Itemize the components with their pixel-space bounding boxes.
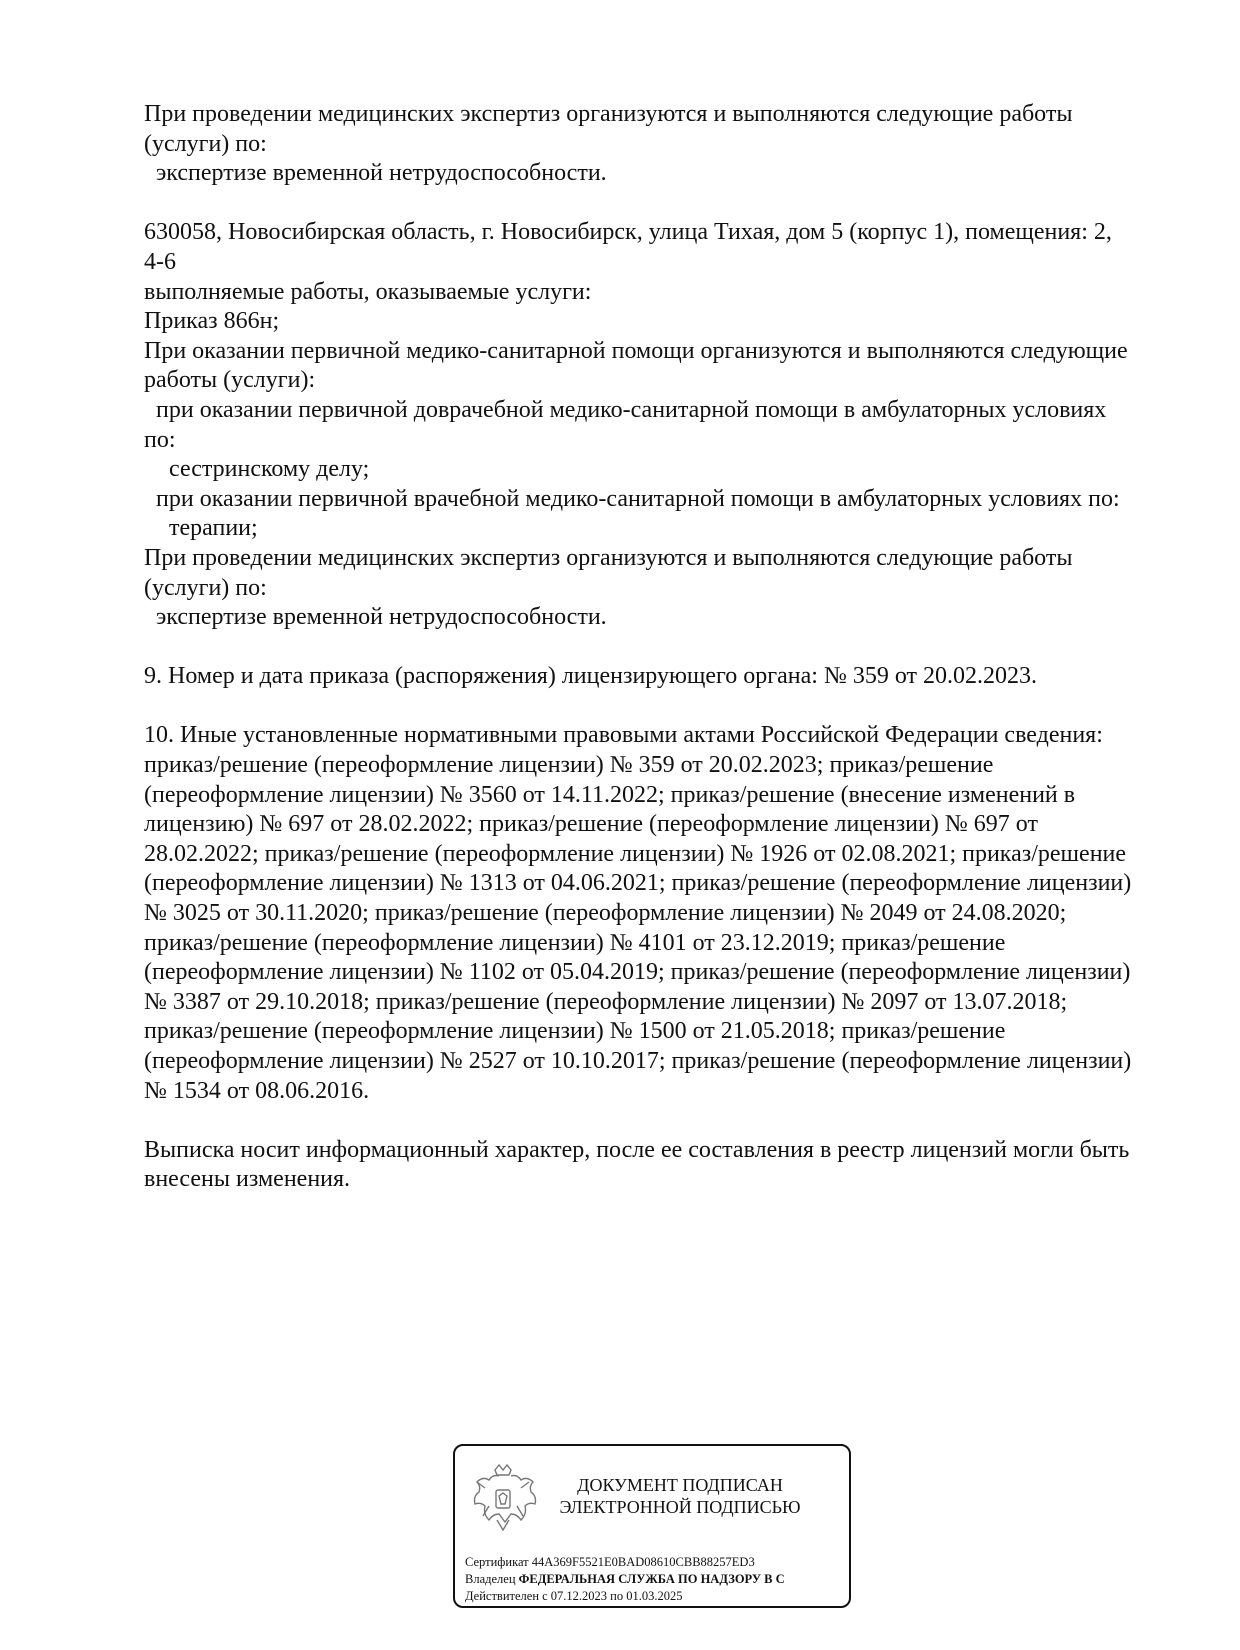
certificate-label: Сертификат: [465, 1555, 529, 1569]
text-line: (переоформление лицензии) № 1102 от 05.04.2019; приказ/решение (переоформление лицензии): [144, 959, 1131, 986]
certificate-value: 44A369F5521E0BAD08610CBB88257ED3: [531, 1555, 755, 1569]
text-line: 9. Номер и дата приказа (распоряжения) лицензирующего органа: № 359 от 20.02.2023.: [144, 663, 1038, 690]
text-line: № 1534 от 08.06.2016.: [144, 1077, 370, 1104]
text-line: по:: [144, 426, 176, 453]
stamp-details: [465, 1554, 851, 1605]
stamp-certificate: [465, 1554, 851, 1571]
text-line: (услуги) по:: [144, 130, 267, 157]
owner-label: Владелец: [465, 1572, 516, 1586]
text-line: Выписка носит информационный характер, после ее составления в реестр лицензий могли быть: [144, 1136, 1130, 1163]
stamp-owner: [465, 1571, 851, 1588]
text-line: При проведении медицинских экспертиз организуются и выполняются следующие работы: [144, 101, 1073, 127]
coat-of-arms-icon: [469, 1462, 537, 1536]
blank-line: [144, 692, 1164, 722]
text-line: 10. Иные установленные нормативными правовыми актами Российской Федерации сведения:: [144, 722, 1103, 749]
text-line: 630058, Новосибирская область, г. Новосибирск, улица Тихая, дом 5 (корпус 1), помещения: 2,: [144, 219, 1112, 246]
text-line: сестринскому делу;: [169, 456, 370, 483]
text-line: (переоформление лицензии) № 1313 от 04.06.2021; приказ/решение (переоформление лицензии): [144, 870, 1132, 897]
text-line: При проведении медицинских экспертиз организуются и выполняются следующие работы: [144, 544, 1073, 571]
owner-value: ФЕДЕРАЛЬНАЯ СЛУЖБА ПО НАДЗОРУ В С: [518, 1572, 785, 1586]
blank-line: [144, 633, 1164, 663]
text-line: (переоформление лицензии) № 3560 от 14.11.2022; приказ/решение (внесение изменений в: [144, 781, 1076, 808]
text-line: При оказании первичной медико-санитарной помощи организуются и выполняются следующие: [144, 337, 1128, 364]
text-line: № 3387 от 29.10.2018; приказ/решение (переоформление лицензии) № 2097 от 13.07.2018;: [144, 988, 1068, 1015]
text-line: выполняемые работы, оказываемые услуги:: [144, 278, 592, 305]
stamp-title: [545, 1474, 815, 1518]
text-line: при оказании первичной доврачебной медико-санитарной помощи в амбулаторных условиях: [156, 396, 1107, 423]
blank-line: [144, 1106, 1164, 1136]
stamp-validity: Действителен с 07.12.2023 по 01.03.2025: [465, 1589, 683, 1603]
text-line: работы (услуги):: [144, 367, 316, 394]
text-line: 4-6: [144, 248, 176, 275]
text-line: при оказании первичной врачебной медико-санитарной помощи в амбулаторных условиях по:: [156, 485, 1120, 512]
text-line: экспертизе временной нетрудоспособности.: [156, 160, 607, 187]
blank-line: [144, 189, 1164, 219]
text-line: приказ/решение (переоформление лицензии) № 359 от 20.02.2023; приказ/решение: [144, 752, 994, 779]
text-line: терапии;: [169, 515, 258, 542]
electronic-signature-stamp: [453, 1444, 851, 1608]
text-line: Приказ 866н;: [144, 308, 280, 335]
text-line: экспертизе временной нетрудоспособности.: [156, 604, 607, 631]
document-body: [144, 100, 1164, 1195]
text-line: (услуги) по:: [144, 574, 267, 601]
stamp-title-line1: ДОКУМЕНТ ПОДПИСАН: [577, 1475, 783, 1495]
stamp-title-line2: ЭЛЕКТРОННОЙ ПОДПИСЬЮ: [559, 1497, 801, 1517]
text-line: приказ/решение (переоформление лицензии) № 1500 от 21.05.2018; приказ/решение: [144, 1018, 1006, 1045]
text-line: 28.02.2022; приказ/решение (переоформление лицензии) № 1926 от 02.08.2021; приказ/решение: [144, 840, 1127, 867]
text-line: приказ/решение (переоформление лицензии) № 4101 от 23.12.2019; приказ/решение: [144, 929, 1006, 956]
text-line: лицензию) № 697 от 28.02.2022; приказ/решение (переоформление лицензии) № 697 от: [144, 811, 1038, 838]
text-line: (переоформление лицензии) № 2527 от 10.10.2017; приказ/решение (переоформление лицензии): [144, 1048, 1132, 1074]
text-line: № 3025 от 30.11.2020; приказ/решение (переоформление лицензии) № 2049 от 24.08.2020;: [144, 900, 1067, 927]
text-line: внесены изменения.: [144, 1166, 351, 1193]
